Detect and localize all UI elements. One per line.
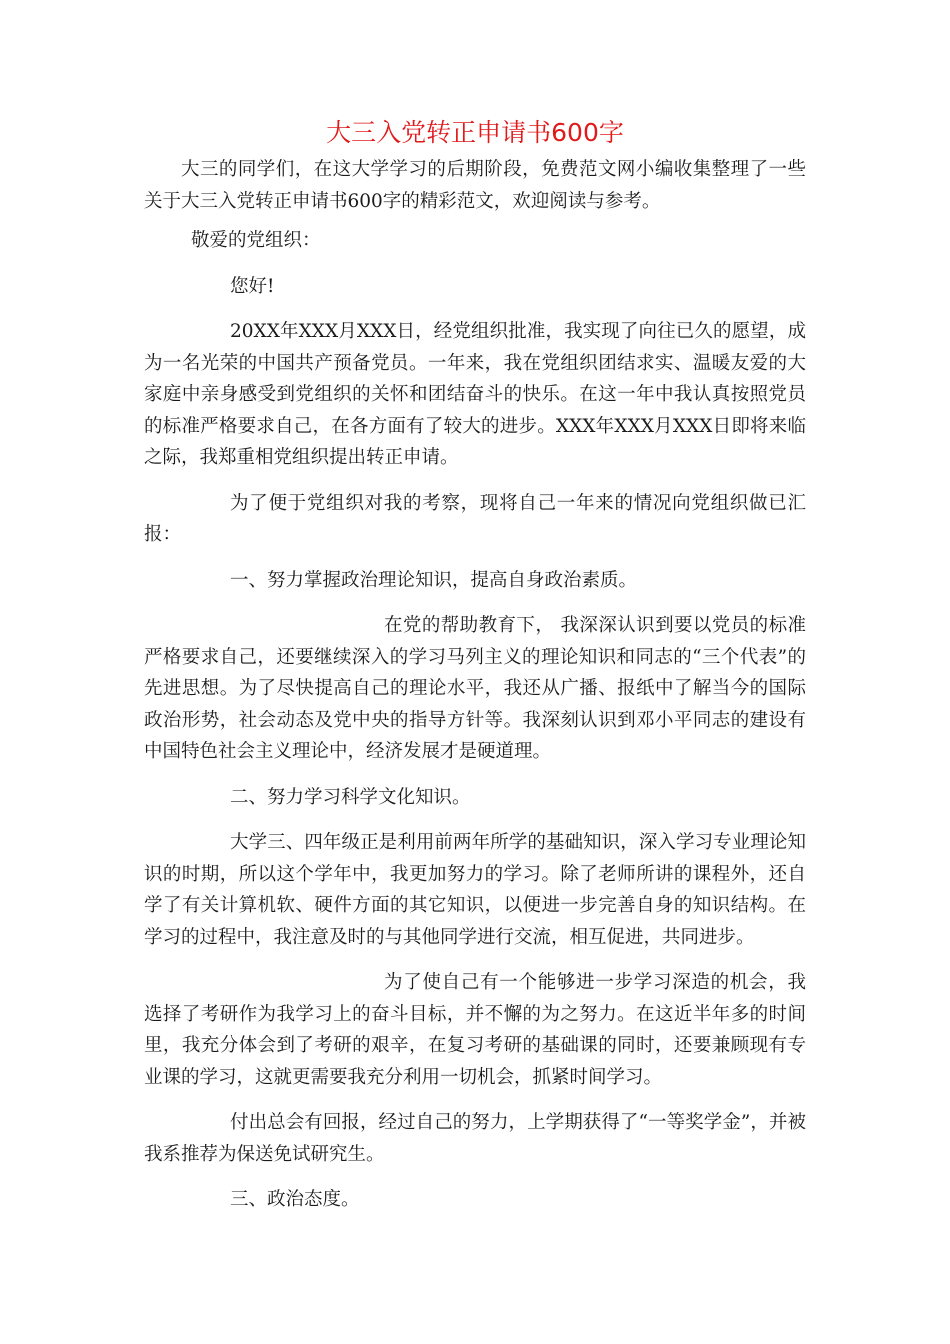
salutation: 敬爱的党组织： — [191, 230, 321, 251]
document-body — [144, 154, 806, 1216]
document-title: 大三入党转正申请书600字 — [326, 118, 624, 147]
body-paragraph-2: 为了便于党组织对我的考察，现将自己一年来的情况向党组织做已汇报： — [144, 492, 806, 545]
section-heading-3: 三、政治态度。 — [230, 1189, 360, 1210]
greeting: 您好! — [230, 275, 275, 297]
body-paragraph-6: 付出总会有回报，经过自己的努力，上学期获得了“一等奖学金”，并被我系推荐为保送免试研究生。 — [144, 1112, 806, 1165]
section-heading-2: 二、努力学习科学文化知识。 — [230, 786, 471, 808]
body-paragraph-1: 20XX年XXX月XXX日，经党组织批准，我实现了向往已久的愿望，成为一名光荣的中国共产预备党员。一年来，我在党组织团结求实、温暖友爱的大家庭中亲身感受到党组织的关怀和团结奋斗的快乐。在这一年中我认真按照党员的标准严格要求自己，在各方面有了较大的进步。XXX年XXX月XXX日即将来临之际，我郑重相党组织提出转正申请。 — [144, 321, 806, 468]
intro-paragraph: 大三的同学们，在这大学学习的后期阶段，免费范文网小编收集整理了一些关于大三入党转正申请书600字的精彩范文，欢迎阅读与参考。 — [144, 159, 806, 212]
body-paragraph-5: 为了使自己有一个能够进一步学习深造的机会，我选择了考研作为我学习上的奋斗目标，并不懈的为之努力。在这近半年多的时间里，我充分体会到了考研的艰辛，在复习考研的基础课的同时，还要兼顾现有专业课的学习，这就更需要我充分利用一切机会，抓紧时间学习。 — [144, 972, 806, 1088]
body-paragraph-3: 在党的帮助教育下， 我深深认识到要以党员的标准严格要求自己，还要继续深入的学习马列主义的理论知识和同志的“三个代表”的先进思想。为了尽快提高自己的理论水平，我还从广播、报纸中了解当今的国际政治形势，社会动态及党中央的指导方针等。我深刻认识到邓小平同志的建设有中国特色社会主义理论中，经济发展才是硬道理。 — [144, 615, 806, 762]
section-heading-1: 一、努力掌握政治理论知识，提高自身政治素质。 — [230, 569, 638, 591]
body-paragraph-4: 大学三、四年级正是利用前两年所学的基础知识，深入学习专业理论知识的时期，所以这个学年中，我更加努力的学习。除了老师所讲的课程外，还自学了有关计算机软、硬件方面的其它知识，以便进一步完善自身的知识结构。在学习的过程中，我注意及时的与其他同学进行交流，相互促进，共同进步。 — [144, 832, 806, 948]
